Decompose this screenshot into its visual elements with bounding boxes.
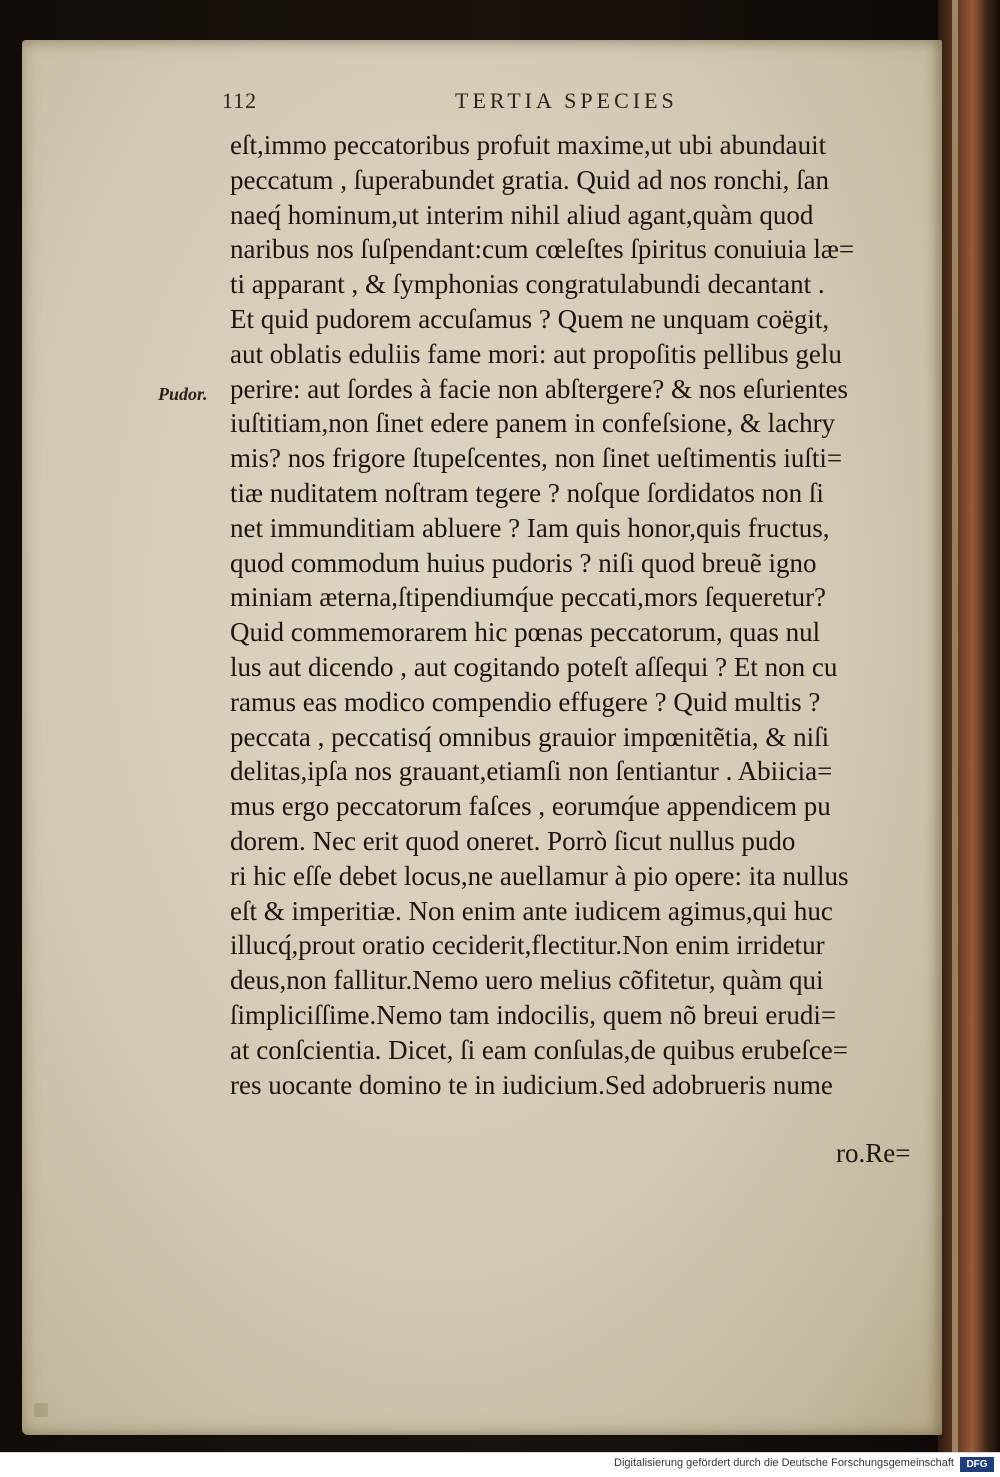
funding-credit: Digitalisierung gefördert durch die Deutsche Forschungsgemeinschaft <box>614 1457 954 1469</box>
text-line: naribus nos ſuſpendant:cum cœleſtes ſpiritus conuiuia læ= <box>230 234 855 265</box>
text-line: ramus eas modico compendio effugere ? Quid multis ? <box>230 686 821 717</box>
text-line: tiæ nuditatem noſtram tegere ? noſque ſordidatos non ſi <box>230 477 824 508</box>
dfg-logo: DFG <box>960 1457 994 1472</box>
text-line: mus ergo peccatorum faſces , eorumq́ue appendicem pu <box>230 791 831 822</box>
text-line: ti apparant , & ſymphonias congratulabundi decantant . <box>230 269 825 300</box>
binding-edge <box>938 0 1000 1452</box>
text-line: lus aut dicendo , aut cogitando poteſt aſſequi ? Et non cu <box>230 651 838 682</box>
text-line: deus,non fallitur.Nemo uero melius cõfitetur, quàm qui <box>230 965 824 996</box>
text-line: illucq́,prout oratio ceciderit,flectitur.Non enim irridetur <box>230 930 825 961</box>
text-line: peccata , peccatisq́ omnibus grauior impœnitẽtia, & niſi <box>230 721 830 752</box>
text-line: aut oblatis eduliis fame mori: aut propoſitis pellibus gelu <box>230 338 842 369</box>
page-number: 112 <box>222 88 258 113</box>
text-line: Quid commemorarem hic pœnas peccatorum, quas nul <box>230 617 821 648</box>
text-line: Et quid pudorem accuſamus ? Quem ne unquam coëgit, <box>230 303 830 334</box>
text-line: net immunditiam abluere ? Iam quis honor,quis fructus, <box>230 512 830 543</box>
text-line: peccatum , ſuperabundet gratia. Quid ad nos ronchi, ſan <box>230 164 830 195</box>
marginal-note: Pudor. <box>158 384 208 404</box>
text-line: res uocante domino te in iudicium.Sed adobrueris nume <box>230 1069 833 1100</box>
text-line: perire: aut ſordes à facie non abſtergere? & nos eſurientes <box>230 373 848 404</box>
text-line: miniam æterna,ſtipendiumq́ue peccati,mors ſequeretur? <box>230 582 827 613</box>
catchword: ro.Re= <box>836 1138 911 1168</box>
text-line: iuſtitiam,non ſinet edere panem in confeſsione, & lachry <box>230 408 836 439</box>
text-line: quod commodum huius pudoris ? niſi quod breuẽ igno <box>230 547 817 578</box>
text-line: at conſcientia. Dicet, ſi eam conſulas,de quibus erubeſce= <box>230 1034 848 1065</box>
text-line: ſimpliciſſime.Nemo tam indocilis, quem nõ breui erudi= <box>230 999 837 1030</box>
text-line: eſt & imperitiæ. Non enim ante iudicem agimus,qui huc <box>230 895 833 926</box>
text-line: ri hic eſſe debet locus,ne auellamur à pio opere: ita nullus <box>230 860 849 891</box>
text-line: delitas,ipſa nos grauant,etiamſi non ſentiantur . Abiicia= <box>230 756 833 787</box>
text-line: eſt,immo peccatoribus profuit maxime,ut ubi abundauit <box>230 130 827 160</box>
footer-bar <box>0 1452 1000 1477</box>
running-head: TERTIA SPECIES <box>455 88 678 113</box>
text-line: mis? nos frigore ſtupeſcentes, non ſinet ueſtimentis iuſti= <box>230 443 843 474</box>
text-line: dorem. Nec erit quod oneret. Porrò ſicut nullus pudo <box>230 825 796 856</box>
text-line: naeq́ hominum,ut interim nihil aliud agant,quàm quod <box>230 199 814 230</box>
body-text <box>230 128 930 1102</box>
